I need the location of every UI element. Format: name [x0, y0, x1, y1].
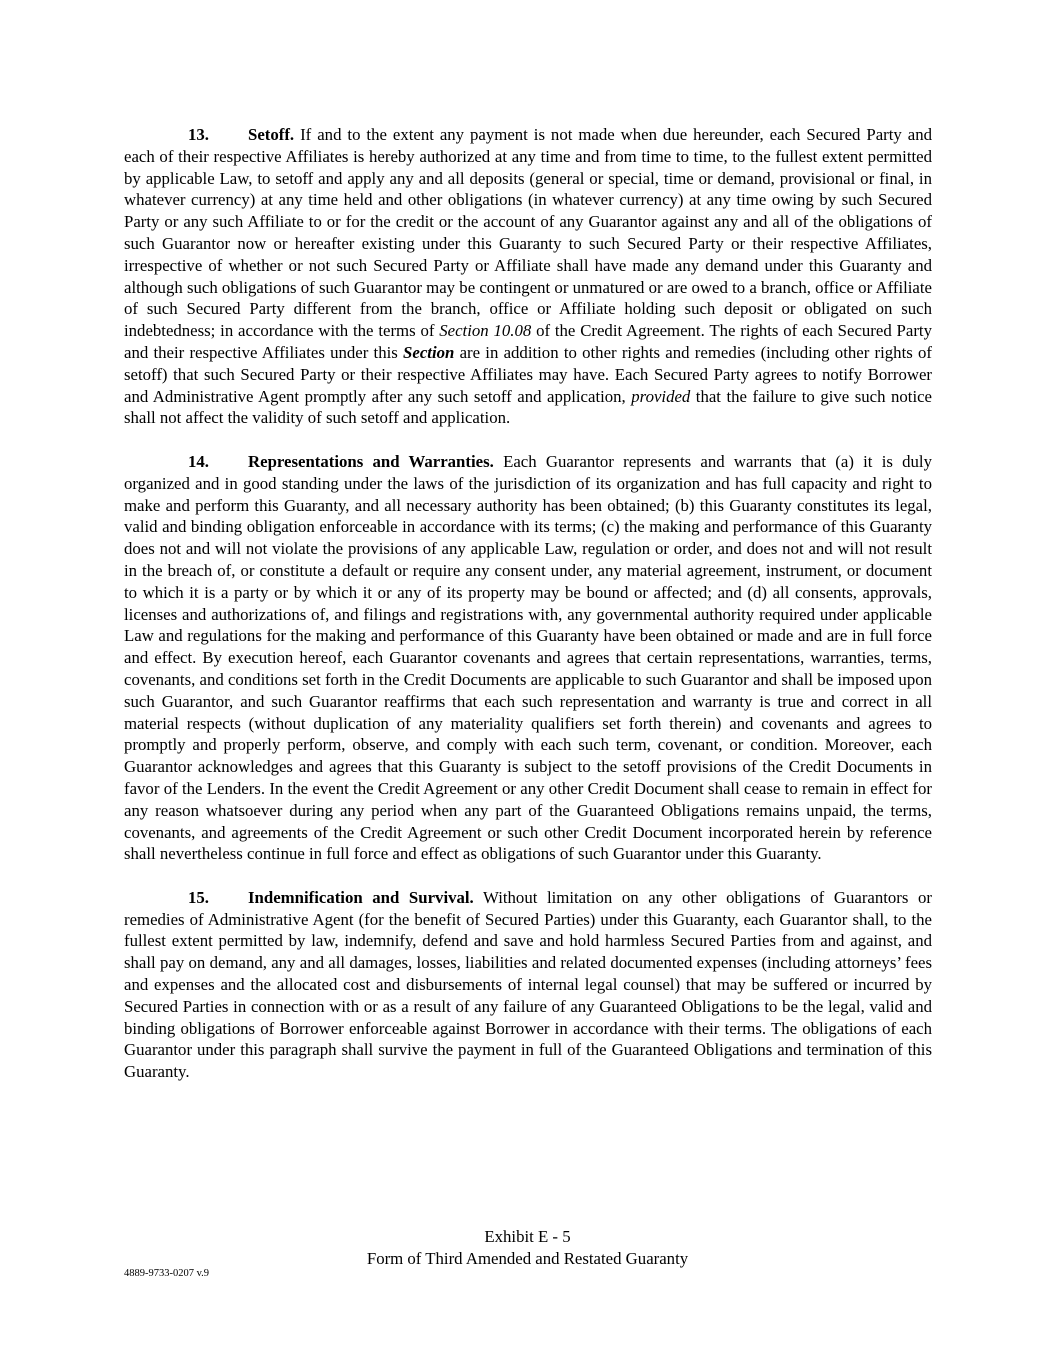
section-13-text-part1: If and to the extent any payment is not made when due hereunder, each Secured Party and each of their respective Affiliates is hereby authorized at any time and from time to time, to the fullest extent permitted by applicable Law, to setoff and apply any and all deposits (general or special, time or demand, provisional or final, in whatever currency) at any time held and other obligations (in whatever currency) at any time owing by such Secured Party or any such Affiliate to or for the credit or the account of any Guarantor against any and all of the obligations of such Guarantor now or hereafter existing under this Guaranty to such Secured Party or their respective Affiliates, irrespective of whether or not such Secured Party or Affiliate shall have made any demand under this Guaranty and although such obligations of such Guarantor may be contingent or unmatured or are owed to a branch, office or Affiliate of such Secured Party different from the branch, office or Affiliate holding such deposit or obligated on such indebtedness; in accordance with the terms of — [124, 125, 932, 341]
section-14-paragraph — [124, 451, 932, 865]
exhibit-page-label: Exhibit E - 5 — [484, 1227, 571, 1246]
section-15-number: 15. — [188, 887, 209, 907]
section-14-text: Each Guarantor represents and warrants that (a) it is duly organized and in good standing under the laws of the jurisdiction of its organization and has full capacity and right to make and perform this Guaranty, and all necessary authority has been obtained; (b) this Guaranty constitutes its legal, valid and binding obligation enforceable in accordance with its terms; (c) the making and performance of this Guaranty does not and will not violate the provisions of any applicable Law, regulation or order, and does not and will not result in the breach of, or constitute a default or require any consent under, any material agreement, instrument, or document to which it is a party or by which it or any of its property may be bound or affected; and (d) all consents, approvals, licenses and authorizations of, and filings and registrations with, any governmental authority required under applicable Law and regulations for the making and performance of this Guaranty have been obtained or made and are in full force and effect. By execution hereof, each Guarantor covenants and agrees that certain representations, warranties, terms, covenants, and conditions set forth in the Credit Documents are applicable to such Guarantor and shall be imposed upon such Guarantor, and such Guarantor reaffirms that each such representation and warranty is true and correct in all material respects (without duplication of any materiality qualifiers set forth therein) and covenants and agrees to promptly and properly perform, observe, and comply with each such term, covenant, or condition. Moreover, each Guarantor acknowledges and agrees that this Guaranty is subject to the setoff provisions of the Credit Documents in favor of the Lenders. In the event the Credit Agreement or any other Credit Document shall cease to remain in effect for any reason whatsoever during any period when any part of the Guaranteed Obligations remains unpaid, the terms, covenants, and agreements of the Credit Agreement or such other Credit Document incorporated herein by reference shall nevertheless continue in full force and effect as obligations of such Guarantor under this Guaranty. — [124, 451, 932, 864]
page-footer — [0, 1226, 1055, 1270]
section-13-text-part2: of the Credit Agreement. The rights of each Secured Party and their respective Affiliates under this — [124, 321, 932, 362]
section-15-paragraph — [124, 887, 932, 1083]
section-13-reference-10-08: Section 10.08 — [439, 321, 532, 341]
section-13-number: 13. — [188, 125, 209, 144]
section-15-text: Without limitation on any other obligations of Guarantors or remedies of Administrative Agent (for the benefit of Secured Parties) under this Guaranty, each Guarantor shall, to the fullest extent permitted by law, indemnify, defend and save and hold harmless Secured Parties from and against, and shall pay on demand, any and all damages, losses, liabilities and related documented expenses (including attorneys’ fees and expenses and the allocated cost and disbursements of internal legal counsel) that may be suffered or incurred by Secured Parties in connection with or as a result of any failure of any Guaranteed Obligations to be the legal, valid and binding obligations of Borrower enforceable against Borrower in accordance with their terms. The obligations of each Guarantor under this paragraph shall survive the payment in full of the Guaranteed Obligations and termination of this Guaranty. — [124, 887, 933, 1082]
document-id: 4889-9733-0207 v.9 — [124, 1268, 210, 1279]
section-13-text-part3: are in addition to other rights and remedies (including other rights of setoff) that such Secured Party or their respective Affiliates may have. Each Secured Party agrees to notify Borrower and Administrative Agent promptly after any such setoff and application, — [124, 342, 932, 406]
document-body — [124, 124, 932, 1105]
section-14-heading: Representations and Warranties. — [248, 451, 494, 471]
form-title: Form of Third Amended and Restated Guaranty — [366, 1249, 689, 1268]
section-15-heading: Indemnification and Survival. — [248, 887, 474, 907]
section-13-heading: Setoff. — [248, 125, 295, 144]
section-13-provided-term: provided — [631, 386, 691, 406]
section-13-text-part4: that the failure to give such notice shall not affect the validity of such setoff and application. — [124, 386, 933, 428]
section-13-reference-section: Section — [403, 342, 455, 362]
section-14-number: 14. — [188, 451, 209, 471]
section-13-paragraph — [124, 124, 932, 429]
